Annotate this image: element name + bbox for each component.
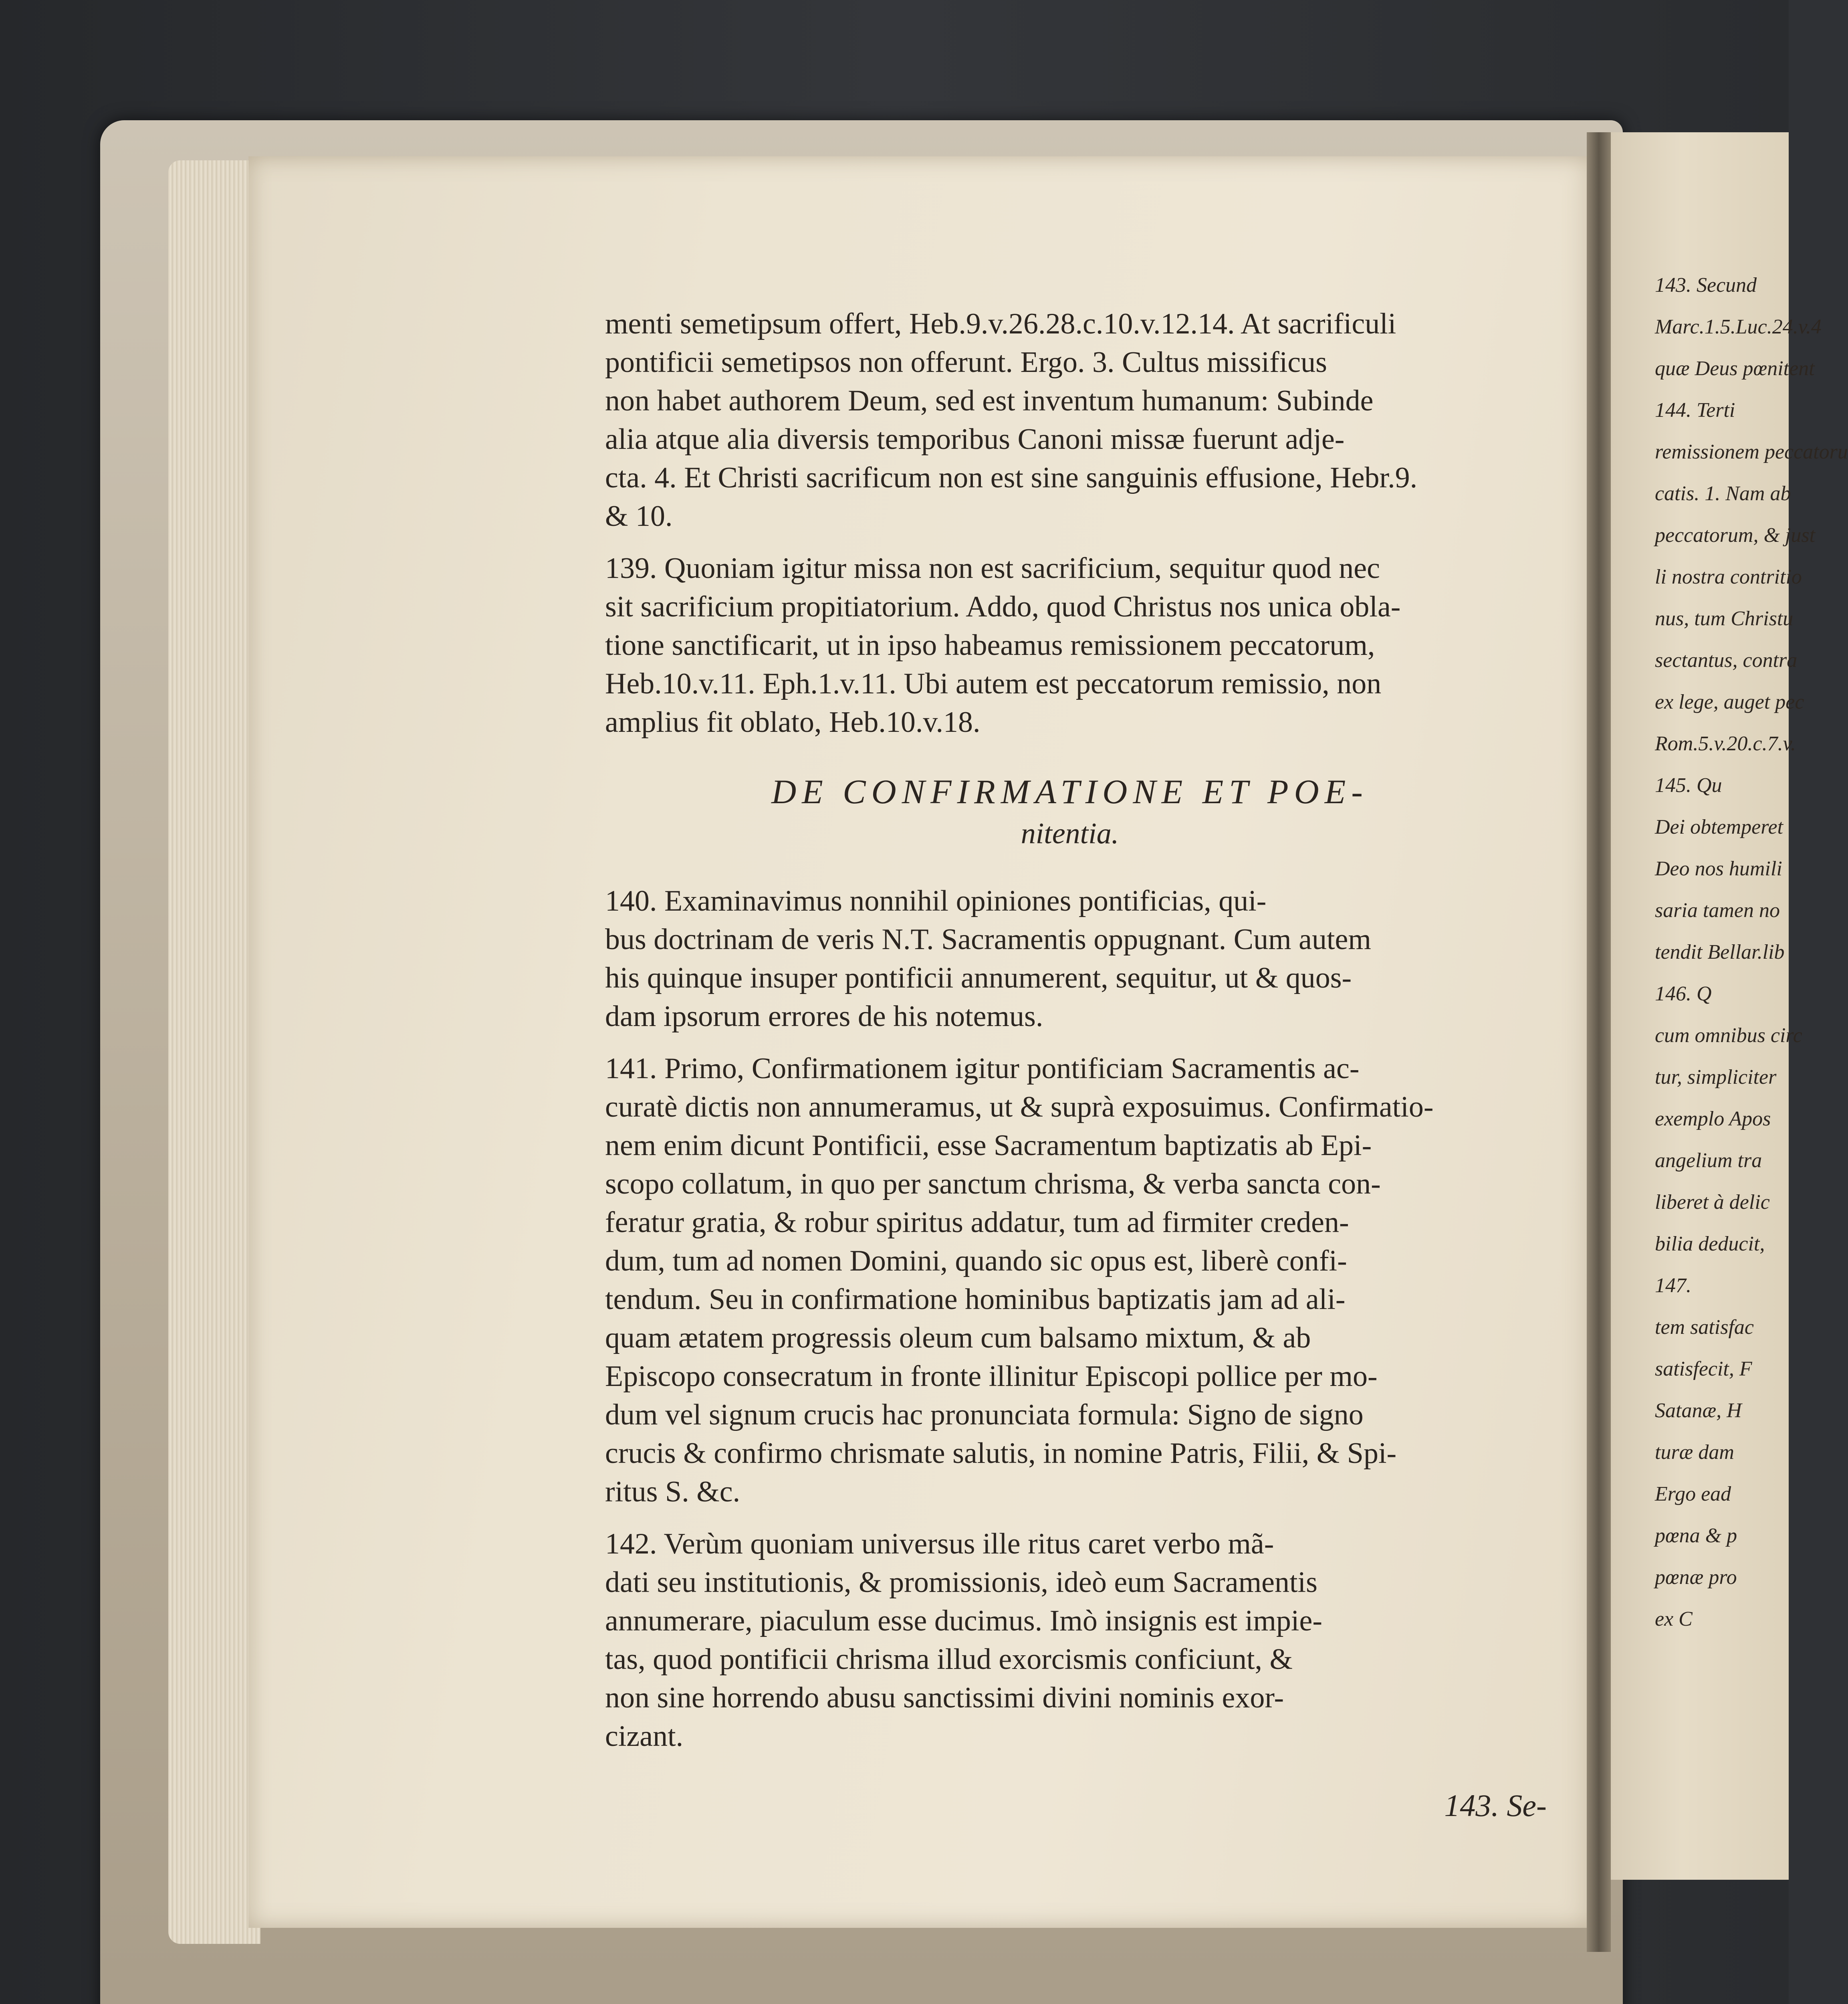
text-fragment: sectantus, contra xyxy=(1655,649,1798,672)
text-fragment: pœna & p xyxy=(1655,1524,1737,1547)
book-gutter xyxy=(1587,132,1611,1952)
text-line: cta. 4. Et Christi sacrificum non est sine sanguinis effusione, Hebr.9. xyxy=(605,461,1418,494)
text-line: pontificii semetipsos non offerunt. Ergo. 3. Cultus missificus xyxy=(605,346,1327,379)
text-line: feratur gratia, & robur spiritus addatur, tum ad firmiter creden- xyxy=(605,1206,1349,1239)
spacer xyxy=(605,1036,1535,1049)
text-fragment: Rom.5.v.20.c.7.v. xyxy=(1655,732,1796,755)
text-line: dum vel signum crucis hac pronunciata formula: Signo de signo xyxy=(605,1398,1364,1431)
text-line: dum, tum ad nomen Domini, quando sic opus est, liberè confi- xyxy=(605,1244,1347,1277)
text-line: bus doctrinam de veris N.T. Sacramentis oppugnant. Cum autem xyxy=(605,923,1371,956)
spacer xyxy=(605,535,1535,549)
text-line: tione sanctificarit, ut in ipso habeamus remissionem peccatorum, xyxy=(605,629,1375,662)
text-line: amplius fit oblato, Heb.10.v.18. xyxy=(605,706,980,739)
text-fragment: cum omnibus circ xyxy=(1655,1024,1802,1047)
text-line: sit sacrificium propitiatorium. Addo, quod Christus nos unica obla- xyxy=(605,590,1401,623)
text-line: crucis & confirmo chrismate salutis, in nomine Patris, Filii, & Spi- xyxy=(605,1437,1397,1470)
text-line: 141. Primo, Confirmationem igitur pontificiam Sacramentis ac- xyxy=(605,1052,1360,1085)
text-fragment: pœnæ pro xyxy=(1655,1566,1737,1589)
text-fragment: bilia deducit, xyxy=(1655,1232,1765,1255)
page-text xyxy=(605,305,1535,1756)
text-line: menti semetipsum offert, Heb.9.v.26.28.c.10.v.12.14. At sacrificuli xyxy=(605,307,1396,340)
spacer xyxy=(605,1511,1535,1525)
section-heading-continuation: nitentia. xyxy=(1021,817,1119,850)
text-fragment: Dei obtemperet xyxy=(1655,816,1783,838)
text-fragment: tem satisfac xyxy=(1655,1316,1754,1339)
text-line: scopo collatum, in quo per sanctum chrisma, & verba sancta con- xyxy=(605,1168,1381,1200)
text-line: & 10. xyxy=(605,500,673,533)
text-line: ritus S. &c. xyxy=(605,1475,740,1508)
text-fragment: ex C xyxy=(1655,1608,1693,1630)
text-line: dam ipsorum errores de his notemus. xyxy=(605,1000,1043,1033)
text-line: 142. Verùm quoniam universus ille ritus caret verbo mã- xyxy=(605,1527,1274,1560)
text-line: Episcopo consecratum in fronte illinitur Episcopi pollice per mo- xyxy=(605,1360,1378,1393)
text-line: quam ætatem progressis oleum cum balsamo mixtum, & ab xyxy=(605,1321,1311,1354)
text-fragment: Deo nos humili xyxy=(1655,857,1782,880)
text-line: his quinque insuper pontificii annumerent, sequitur, ut & quos- xyxy=(605,962,1352,994)
text-line: annumerare, piaculum esse ducimus. Imò insignis est impie- xyxy=(605,1604,1322,1637)
text-line: nem enim dicunt Pontificii, esse Sacramentum baptizatis ab Epi- xyxy=(605,1129,1372,1162)
text-line: curatè dictis non annumeramus, ut & suprà exposuimus. Confirmatio- xyxy=(605,1091,1434,1123)
text-line: 139. Quoniam igitur missa non est sacrificium, sequitur quod nec xyxy=(605,552,1380,585)
text-line: tendum. Seu in confirmatione hominibus baptizatis jam ad ali- xyxy=(605,1283,1346,1316)
catchword: 143. Se- xyxy=(1444,1788,1547,1823)
right-page-text xyxy=(1655,265,1848,1640)
text-fragment: angelium tra xyxy=(1655,1149,1762,1172)
text-fragment: 146. Q xyxy=(1655,982,1712,1005)
text-line: tas, quod pontificii chrisma illud exorcismis conficiunt, & xyxy=(605,1643,1293,1676)
paragraph-142 xyxy=(605,1525,1535,1756)
paragraph-140 xyxy=(605,882,1535,1036)
text-fragment: liberet à delic xyxy=(1655,1191,1770,1214)
text-fragment: remissionem peccatoru xyxy=(1655,440,1848,463)
text-fragment: 147. xyxy=(1655,1274,1691,1297)
text-fragment: li nostra contritio xyxy=(1655,566,1802,588)
text-fragment: saria tamen no xyxy=(1655,899,1780,922)
page-edges xyxy=(168,160,260,1944)
paragraph-139 xyxy=(605,549,1535,741)
text-line: alia atque alia diversis temporibus Canoni missæ fuerunt adje- xyxy=(605,423,1345,456)
text-fragment: Ergo ead xyxy=(1655,1483,1731,1505)
text-fragment: 143. Secund xyxy=(1655,274,1757,297)
text-line: non sine horrendo abusu sanctissimi divini nominis exor- xyxy=(605,1681,1284,1714)
text-fragment: ex lege, auget pec xyxy=(1655,691,1804,713)
text-fragment: nus, tum Christu xyxy=(1655,607,1794,630)
text-fragment: 144. Terti xyxy=(1655,399,1735,422)
paragraph-continuation xyxy=(605,305,1535,535)
section-heading: DE CONFIRMATIONE ET POE- xyxy=(771,772,1368,811)
text-fragment: exemplo Apos xyxy=(1655,1107,1771,1130)
text-fragment: quæ Deus pœnitent xyxy=(1655,357,1815,380)
text-line: cizant. xyxy=(605,1720,684,1753)
text-line: Heb.10.v.11. Eph.1.v.11. Ubi autem est peccatorum remissio, non xyxy=(605,667,1382,700)
text-line: 140. Examinavimus nonnihil opiniones pontificias, qui- xyxy=(605,885,1267,917)
text-fragment: satisfecit, F xyxy=(1655,1358,1752,1380)
text-fragment: Satanæ, H xyxy=(1655,1399,1742,1422)
text-fragment: catis. 1. Nam ab xyxy=(1655,482,1791,505)
paragraph-141 xyxy=(605,1049,1535,1511)
text-fragment: peccatorum, & just xyxy=(1655,524,1816,547)
text-fragment: 145. Qu xyxy=(1655,774,1722,797)
text-line: non habet authorem Deum, sed est inventum humanum: Subinde xyxy=(605,384,1374,417)
text-fragment: turæ dam xyxy=(1655,1441,1734,1464)
text-fragment: Marc.1.5.Luc.24.v.4 xyxy=(1655,315,1822,338)
text-fragment: tendit Bellar.lib xyxy=(1655,941,1785,964)
text-line: dati seu institutionis, & promissionis, ideò eum Sacramentis xyxy=(605,1566,1317,1599)
text-fragment: tur, simpliciter xyxy=(1655,1066,1777,1089)
